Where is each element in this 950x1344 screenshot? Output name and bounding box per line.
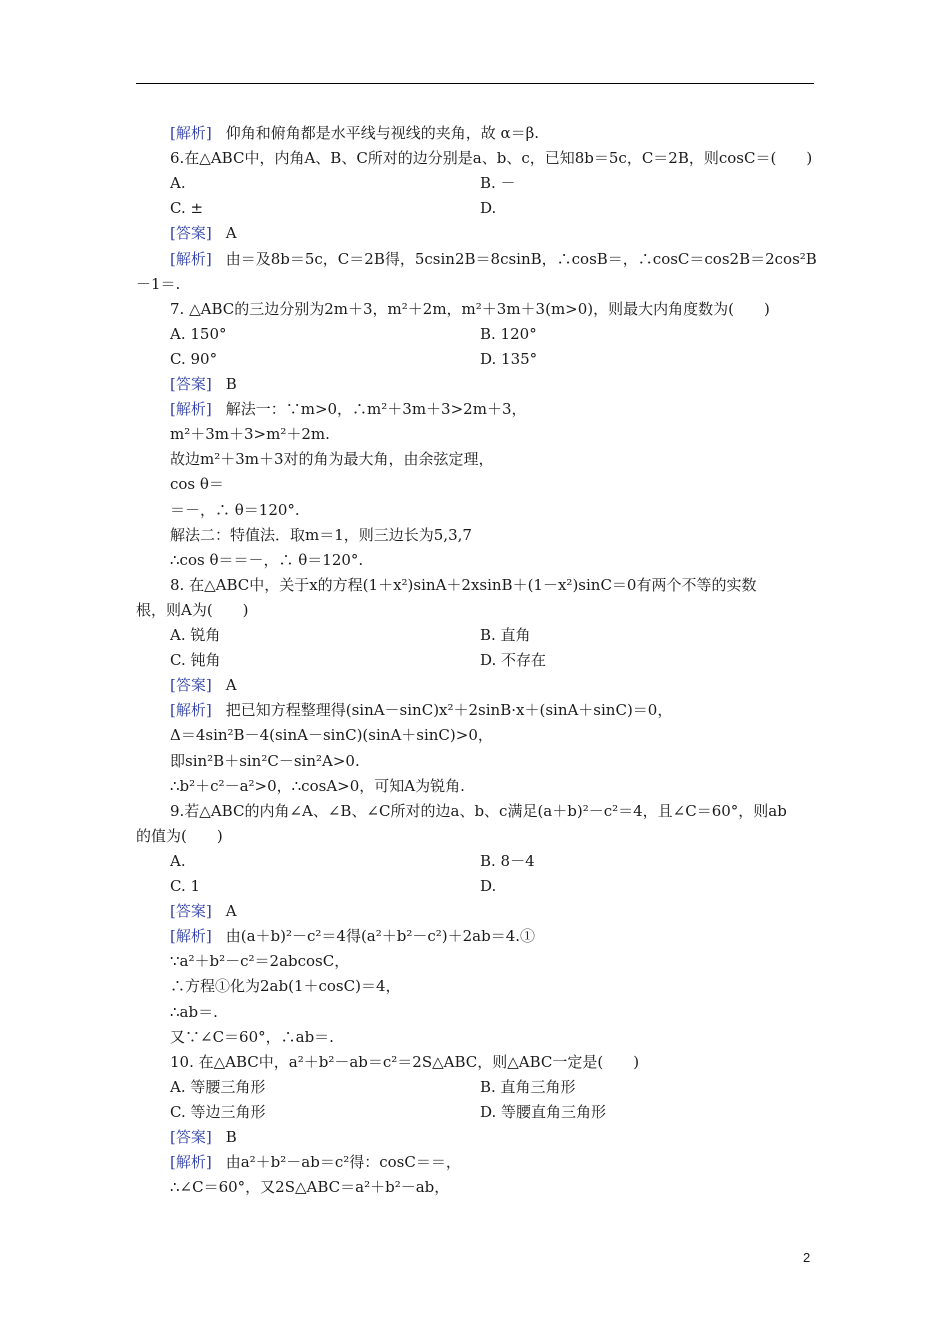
- section-tag: [答案]: [170, 1128, 212, 1146]
- line-text: 把已知方程整理得(sinA－sinC)x²＋2sinB·x＋(sinA＋sinC)＝0，: [225, 701, 673, 720]
- text-line: [170, 974, 820, 998]
- option-right: D. 等腰直角三角形: [480, 1102, 607, 1121]
- text-line: [170, 949, 820, 973]
- text-line: [170, 698, 820, 722]
- line-text: A. 150°: [170, 324, 227, 343]
- text-line: [170, 247, 820, 271]
- line-text: cos θ＝: [170, 475, 224, 494]
- line-text: 根，则A为( ): [136, 600, 249, 619]
- line-text: 又∵∠C＝60°，∴ab＝.: [170, 1027, 334, 1046]
- text-line: [170, 523, 820, 547]
- text-line: [136, 272, 786, 296]
- text-line: [170, 673, 820, 697]
- text-line: [170, 1000, 820, 1024]
- page-number: 2: [803, 1250, 811, 1265]
- text-line: [170, 774, 820, 798]
- line-text: A: [225, 676, 237, 695]
- line-text: C. 90°: [170, 349, 218, 368]
- line-text: 由＝及8b＝5c，C＝2B得，5csin2B＝8csinB，∴cosB＝，∴cosC＝cos2B＝2cos²B: [225, 249, 817, 268]
- text-line: [170, 799, 820, 823]
- text-line: [170, 472, 820, 496]
- text-line: [170, 347, 820, 371]
- line-text: 解法一：∵m>0，∴m²＋3m＋3>2m＋3，: [225, 400, 527, 419]
- text-line: [170, 372, 820, 396]
- option-right: D.: [480, 877, 497, 895]
- line-text: 解法二：特值法．取m＝1，则三边长为5,3,7: [170, 525, 472, 544]
- text-line: [170, 1100, 820, 1124]
- line-text: 由a²＋b²－ab＝c²得：cosC＝＝，: [225, 1153, 461, 1172]
- text-line: [170, 322, 820, 346]
- option-right: B. 直角: [480, 626, 531, 644]
- option-right: D.: [480, 199, 497, 218]
- line-text: A: [225, 224, 237, 243]
- text-line: [170, 121, 820, 145]
- text-line: [170, 648, 820, 672]
- line-text: 故边m²＋3m＋3对的角为最大角，由余弦定理，: [170, 450, 494, 469]
- text-line: [136, 598, 786, 622]
- line-text: 即sin²B＋sin²C－sin²A>0.: [170, 751, 360, 770]
- section-tag: [答案]: [170, 375, 212, 393]
- text-line: [170, 146, 820, 170]
- line-text: ∵a²＋b²－c²＝2abcosC，: [170, 952, 350, 971]
- line-text: ∴ab＝.: [170, 1002, 218, 1021]
- text-line: [136, 824, 786, 848]
- section-tag: [解析]: [170, 249, 212, 268]
- text-line: [170, 1025, 820, 1049]
- line-text: A: [225, 902, 237, 921]
- line-text: ∴∠C＝60°，又2S△ABC＝a²＋b²－ab，: [170, 1178, 450, 1197]
- line-text: A. 等腰三角形: [170, 1077, 266, 1096]
- line-text: ＝－，∴ θ＝120°.: [170, 500, 300, 519]
- text-line: [170, 723, 820, 747]
- text-line: [170, 874, 820, 898]
- text-line: [170, 221, 820, 245]
- line-text: －1＝.: [136, 274, 181, 293]
- line-text: 10. 在△ABC中，a²＋b²－ab＝c²＝2S△ABC，则△ABC一定是( ): [170, 1052, 640, 1071]
- line-text: C. 钝角: [170, 651, 221, 670]
- text-line: [170, 548, 820, 572]
- text-line: [170, 849, 820, 873]
- section-tag: [解析]: [170, 927, 212, 946]
- text-line: [170, 1075, 820, 1099]
- text-line: [170, 1150, 820, 1174]
- text-line: [170, 1175, 820, 1199]
- line-text: C. 等边三角形: [170, 1102, 266, 1121]
- line-text: B: [225, 1128, 237, 1146]
- text-line: [170, 749, 820, 773]
- text-line: [170, 623, 820, 647]
- line-text: B: [225, 375, 237, 393]
- line-text: 的值为( ): [136, 826, 223, 845]
- line-text: A.: [170, 851, 186, 870]
- line-text: 仰角和俯角都是水平线与视线的夹角，故 α＝β.: [225, 124, 540, 142]
- text-line: [170, 899, 820, 923]
- header-rule: [136, 83, 814, 84]
- text-line: [170, 924, 820, 948]
- text-line: [170, 196, 820, 220]
- line-text: 6.在△ABC中，内角A、B、C所对的边分别是a、b、c，已知8b＝5c，C＝2B，则cosC＝( ): [170, 149, 813, 168]
- text-line: [170, 171, 820, 195]
- text-line: [170, 573, 820, 597]
- option-right: B. 直角三角形: [480, 1077, 576, 1096]
- line-text: m²＋3m＋3>m²＋2m.: [170, 425, 330, 444]
- section-tag: [解析]: [170, 124, 212, 142]
- option-right: B. 120°: [480, 324, 537, 343]
- text-line: [170, 1125, 820, 1149]
- text-line: [170, 397, 820, 421]
- text-line: [170, 422, 820, 446]
- line-text: Δ＝4sin²B－4(sinA－sinC)(sinA＋sinC)>0，: [170, 726, 493, 745]
- option-right: B. －: [480, 174, 516, 193]
- option-right: D. 不存在: [480, 651, 547, 670]
- line-text: ∴b²＋c²－a²>0，∴cosA>0，可知A为锐角.: [170, 776, 465, 795]
- line-text: 7. △ABC的三边分别为2m＋3，m²＋2m，m²＋3m＋3(m>0)，则最大内角度数为( ): [170, 299, 770, 318]
- text-line: [170, 447, 820, 471]
- line-text: C. ±: [170, 199, 204, 218]
- line-text: ∴方程①化为2ab(1＋cosC)＝4，: [170, 977, 401, 996]
- option-right: D. 135°: [480, 349, 538, 368]
- section-tag: [答案]: [170, 902, 212, 921]
- line-text: 8. 在△ABC中，关于x的方程(1＋x²)sinA＋2xsinB＋(1－x²)sinC＝0有两个不等的实数: [170, 575, 757, 594]
- section-tag: [答案]: [170, 676, 212, 695]
- line-text: A. 锐角: [170, 626, 221, 644]
- line-text: 9.若△ABC的内角∠A、∠B、∠C所对的边a、b、c满足(a＋b)²－c²＝4，且∠C＝60°，则ab: [170, 801, 787, 820]
- line-text: ∴cos θ＝＝－，∴ θ＝120°.: [170, 550, 364, 569]
- option-right: B. 8－4: [480, 851, 535, 870]
- line-text: A.: [170, 174, 186, 193]
- section-tag: [答案]: [170, 224, 212, 243]
- text-line: [170, 297, 820, 321]
- text-line: [170, 1050, 820, 1074]
- section-tag: [解析]: [170, 1153, 212, 1172]
- line-text: C. 1: [170, 877, 201, 895]
- line-text: 由(a＋b)²－c²＝4得(a²＋b²－c²)＋2ab＝4.①: [225, 927, 536, 946]
- section-tag: [解析]: [170, 400, 212, 419]
- section-tag: [解析]: [170, 701, 212, 720]
- text-line: [170, 498, 820, 522]
